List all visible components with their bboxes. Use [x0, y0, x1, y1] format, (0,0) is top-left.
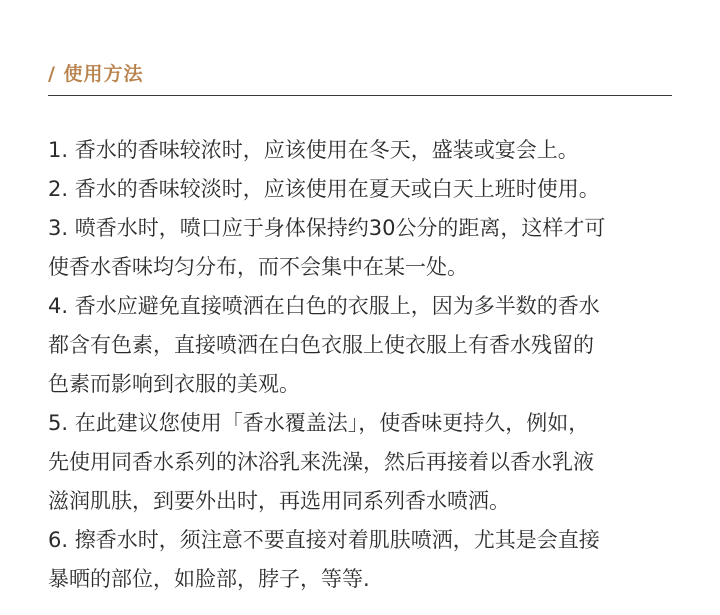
- instruction-line: 4. 香水应避免直接喷洒在白色的衣服上，因为多半数的香水: [48, 294, 600, 318]
- instruction-line: 暴晒的部位，如脸部，脖子，等等.: [48, 567, 370, 591]
- instruction-line: 滋润肌肤，到要外出时，再选用同系列香水喷洒。: [48, 489, 510, 513]
- instruction-line: 5. 在此建议您使用「香水覆盖法」，使香味更持久，例如，: [48, 411, 590, 435]
- usage-instructions: [48, 131, 698, 599]
- instruction-line: 先使用同香水系列的沐浴乳来洗澡，然后再接着以香水乳液: [48, 450, 594, 474]
- instruction-line: 6. 擦香水时，须注意不要直接对着肌肤喷洒，尤其是会直接: [48, 528, 600, 552]
- instruction-line: 都含有色素，直接喷洒在白色衣服上使衣服上有香水残留的: [48, 333, 594, 357]
- instruction-line: 1. 香水的香味较浓时，应该使用在冬天，盛装或宴会上。: [48, 138, 579, 162]
- instruction-line: 2. 香水的香味较淡时，应该使用在夏天或白天上班时使用。: [48, 177, 600, 201]
- section-header: [48, 55, 672, 96]
- section-title: / 使用方法: [48, 63, 144, 85]
- instruction-line: 3. 喷香水时，喷口应于身体保持约30公分的距离，这样才可: [48, 216, 606, 240]
- instruction-line: 色素而影响到衣服的美观。: [48, 372, 300, 396]
- instruction-line: 使香水香味均匀分布，而不会集中在某一处。: [48, 255, 468, 279]
